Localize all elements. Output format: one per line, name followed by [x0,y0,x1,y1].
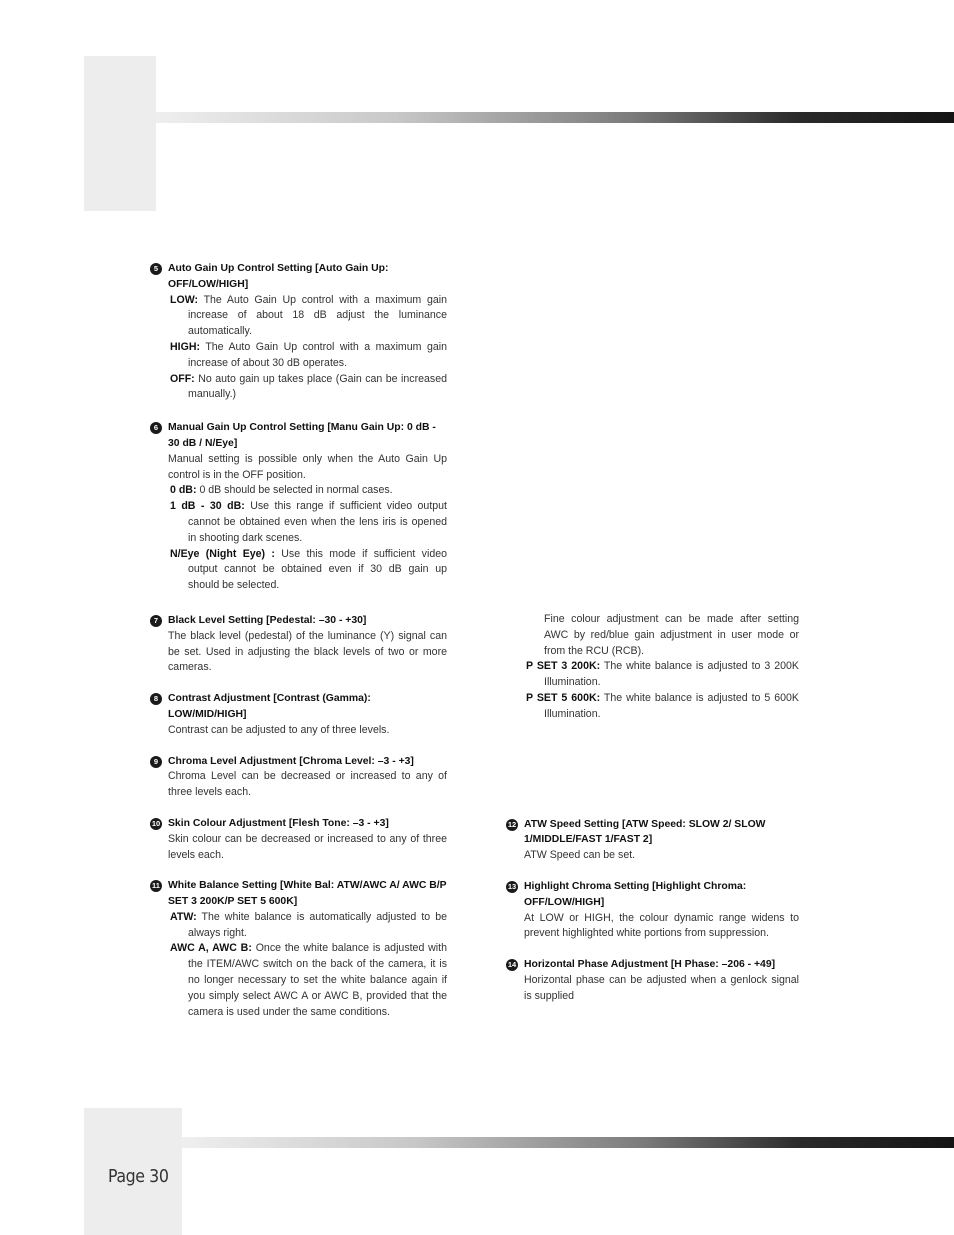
term-label: OFF: [170,372,195,385]
term-label: LOW: [170,293,199,306]
continuation-text: Fine colour adjustment can be made after setting AWC by red/blue gain adjustment in user mode or from the RCU (RCB). [544,613,799,657]
section-intro: Chroma Level can be decreased or increased to any of three levels each. [168,770,447,799]
section-title [150,613,447,629]
section-number-badge: 13 [507,881,517,891]
term-label: 1 dB - 30 dB: [170,500,245,513]
section-intro: Horizontal phase can be adjusted when a genlock signal is supplied [524,973,799,1002]
term-text: 0 dB should be selected in normal cases. [199,484,393,497]
section-number-badge: 12 [507,819,517,829]
section-title [506,879,799,911]
section-manual-gain [150,420,447,594]
section-title [150,261,447,293]
term-item [150,483,447,499]
section-intro: Skin colour can be decreased or increased to any of three levels each. [168,832,447,861]
section-title-text: Black Level Setting [Pedestal: –30 - +30] [168,614,367,626]
term-label: P SET 3 200K: [526,660,601,673]
term-text: The Auto Gain Up control with a maximum gain increase of about 18 dB adjust the luminance automatically. [188,293,447,338]
footer-gradient-bar [182,1137,954,1148]
header-gradient-bar [156,112,954,123]
term-item [150,941,447,1020]
section-title [150,816,447,832]
section-title-text: White Balance Setting [White Bal: ATW/AWC A/ AWC B/P SET 3 200K/P SET 5 600K] [168,880,447,908]
term-text: No auto gain up takes place (Gain can be increased manually.) [188,372,447,401]
section-number-badge: 8 [150,693,162,705]
term-label: N/Eye (Night Eye) : [170,547,275,560]
term-label: AWC A, AWC B: [170,942,252,955]
term-text: The Auto Gain Up control with a maximum gain increase of about 30 dB operates. [188,340,447,369]
section-auto-gain [150,261,447,403]
section-number-badge: 14 [507,960,517,970]
section-atw-speed [506,817,799,864]
term-text: Once the white balance is adjusted with the ITEM/AWC switch on the back of the camera, it is no longer necessary to set the white balance again if you simply select AWC A or AWC B, provided that the camera is used under the same conditions. [188,942,447,1018]
term-text: Use this mode if sufficient video output cannot be obtained even if 30 dB gain up should be selected. [188,547,447,592]
section-intro: At LOW or HIGH, the colour dynamic range widens to prevent highlighted white portions from suppression. [524,911,799,940]
section-title [506,957,799,973]
term-text: The white balance is adjusted to 3 200K Illumination. [544,660,799,689]
section-title-text: ATW Speed Setting [ATW Speed: SLOW 2/ SLOW 1/MIDDLE/FAST 1/FAST 2] [524,818,766,846]
section-intro: The black level (pedestal) of the luminance (Y) signal can be set. Used in adjusting the black levels of two or more cameras. [168,629,447,674]
term-label: ATW: [170,910,197,923]
section-black-level [150,613,447,676]
section-number-badge: 9 [150,756,162,768]
section-title [150,420,447,452]
header-tab [84,56,156,211]
section-title [150,754,447,770]
term-item [506,659,799,691]
section-title [150,691,447,723]
section-title [150,878,447,910]
section-chroma-level [150,754,447,801]
section-title-text: Chroma Level Adjustment [Chroma Level: –3 - +3] [168,755,414,767]
term-label: 0 dB: [170,484,197,497]
section-title-text: Manual Gain Up Control Setting [Manu Gain Up: 0 dB - 30 dB / N/Eye] [168,422,436,449]
term-item [506,691,799,723]
section-number-badge: 10 [151,818,161,828]
right-column [506,612,799,1005]
term-item [150,499,447,546]
section-skin-colour [150,816,447,863]
term-text: The white balance is adjusted to 5 600K Illumination. [544,691,799,720]
section-number-badge: 5 [150,263,162,275]
term-item [150,340,447,372]
left-column [150,261,447,1020]
section-title-text: Highlight Chroma Setting [Highlight Chroma: OFF/LOW/HIGH] [524,880,747,908]
section-intro: ATW Speed can be set. [524,849,636,862]
term-text: Use this range if sufficient video output cannot be obtained even when the lens iris is opened in shooting dark scenes. [188,500,447,544]
term-item [150,547,447,594]
white-balance-continuation [506,612,799,723]
section-intro: Contrast can be adjusted to any of three levels. [168,723,390,736]
section-number-badge: 7 [150,615,162,627]
section-intro: Manual setting is possible only when the Auto Gain Up control is in the OFF position. [168,452,447,481]
term-item [150,910,447,942]
section-number-badge: 6 [150,422,162,434]
term-text: The white balance is automatically adjusted to be always right. [188,910,447,939]
section-number-badge: 11 [150,880,162,892]
section-title-text: Horizontal Phase Adjustment [H Phase: –206 - +49] [524,959,776,971]
term-label: HIGH: [170,340,201,353]
section-contrast [150,691,447,738]
term-item [150,293,447,340]
section-title-text: Contrast Adjustment [Contrast (Gamma): LOW/MID/HIGH] [168,693,371,720]
section-title-text: Auto Gain Up Control Setting [Auto Gain Up: OFF/LOW/HIGH] [168,263,389,290]
term-label: P SET 5 600K: [526,691,601,704]
section-h-phase [506,957,799,1004]
section-white-balance [150,878,447,1020]
term-item [150,372,447,404]
page-number: Page 30 [108,1166,169,1187]
section-highlight-chroma [506,879,799,942]
section-title-text: Skin Colour Adjustment [Flesh Tone: –3 - +3] [168,817,389,829]
section-title [506,817,799,849]
